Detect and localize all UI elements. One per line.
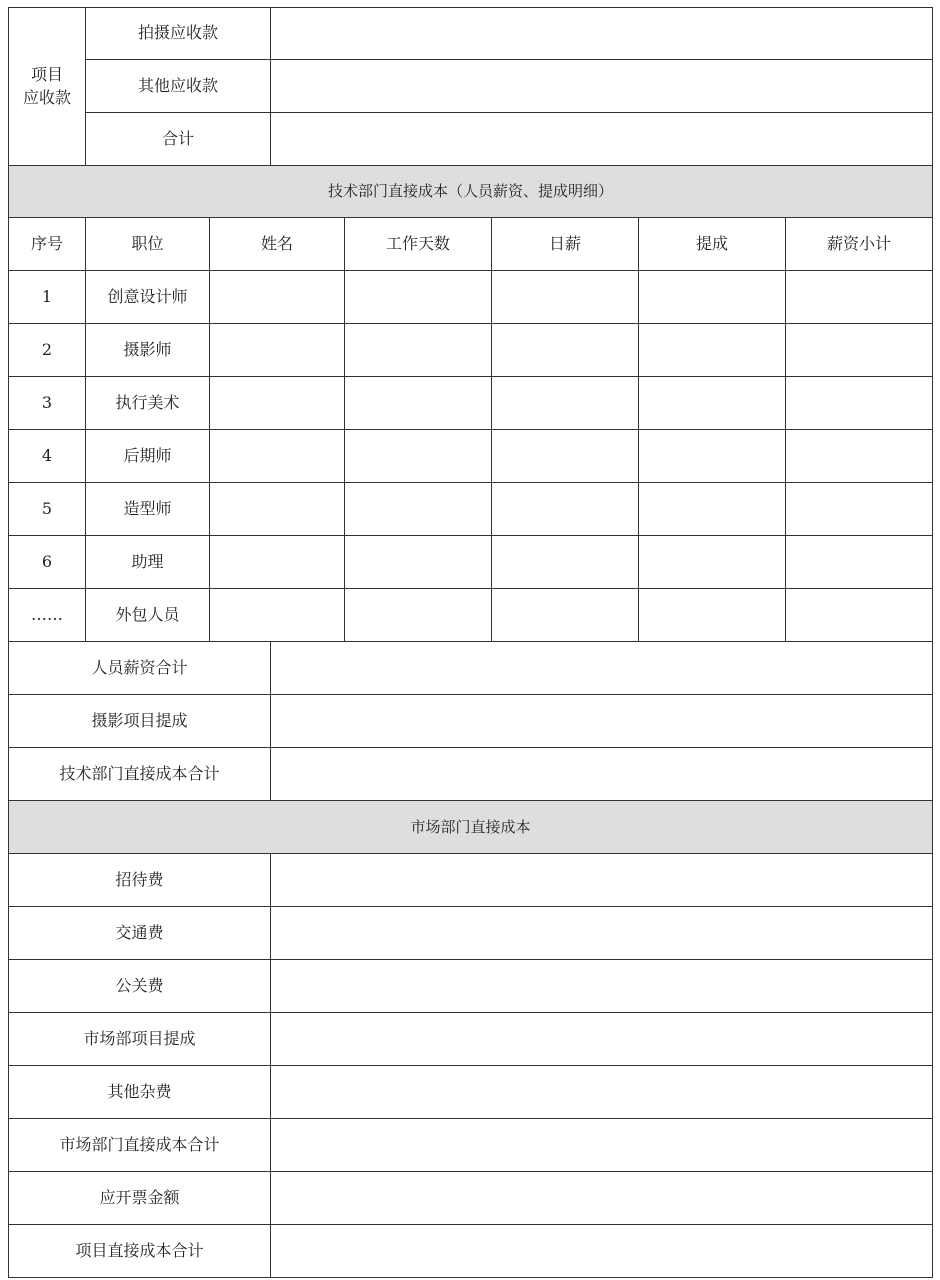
- daily-pay-cell[interactable]: [492, 589, 639, 642]
- market-label: 项目直接成本合计: [9, 1225, 271, 1278]
- commission-cell[interactable]: [639, 377, 786, 430]
- salary-subtotal-cell[interactable]: [786, 589, 933, 642]
- salary-subtotal-cell[interactable]: [786, 483, 933, 536]
- summary-label: 技术部门直接成本合计: [9, 748, 271, 801]
- salary-subtotal-cell[interactable]: [786, 271, 933, 324]
- work-days-cell[interactable]: [345, 430, 492, 483]
- receivable-group-label-line1: 项目: [30, 65, 63, 85]
- row-position: 后期师: [86, 430, 210, 483]
- name-cell[interactable]: [210, 483, 345, 536]
- market-label: 应开票金额: [9, 1172, 271, 1225]
- row-number: 5: [9, 483, 86, 536]
- commission-cell[interactable]: [639, 589, 786, 642]
- market-value-cell[interactable]: [271, 1013, 933, 1066]
- summary-row: [9, 748, 933, 801]
- name-cell[interactable]: [210, 536, 345, 589]
- market-label: 市场部门直接成本合计: [9, 1119, 271, 1172]
- salary-subtotal-cell[interactable]: [786, 324, 933, 377]
- table-row: [9, 271, 933, 324]
- market-value-cell[interactable]: [271, 960, 933, 1013]
- column-header: 工作天数: [345, 218, 492, 271]
- market-value-cell[interactable]: [271, 1225, 933, 1278]
- receivable-label: 其他应收款: [86, 60, 271, 113]
- column-header: 提成: [639, 218, 786, 271]
- receivable-value-cell[interactable]: [271, 8, 933, 60]
- summary-row: [9, 695, 933, 748]
- commission-cell[interactable]: [639, 483, 786, 536]
- receivable-label: 拍摄应收款: [86, 8, 271, 60]
- receivable-value-cell[interactable]: [271, 60, 933, 113]
- market-label: 交通费: [9, 907, 271, 960]
- tech-section-title: 技术部门直接成本（人员薪资、提成明细）: [9, 166, 933, 218]
- commission-cell[interactable]: [639, 536, 786, 589]
- name-cell[interactable]: [210, 377, 345, 430]
- work-days-cell[interactable]: [345, 483, 492, 536]
- section-header-row: [9, 166, 933, 218]
- summary-label: 摄影项目提成: [9, 695, 271, 748]
- receivable-value-cell[interactable]: [271, 113, 933, 166]
- market-value-cell[interactable]: [271, 907, 933, 960]
- row-number: 1: [9, 271, 86, 324]
- receivable-group-label: [9, 8, 86, 166]
- table-row: [9, 536, 933, 589]
- market-value-cell[interactable]: [271, 1172, 933, 1225]
- row-position: 造型师: [86, 483, 210, 536]
- table-row: [9, 589, 933, 642]
- row-number: 6: [9, 536, 86, 589]
- column-header: 薪资小计: [786, 218, 933, 271]
- section-header-row: [9, 801, 933, 854]
- market-row: [9, 1013, 933, 1066]
- row-position: 摄影师: [86, 324, 210, 377]
- receivable-label: 合计: [86, 113, 271, 166]
- work-days-cell[interactable]: [345, 271, 492, 324]
- work-days-cell[interactable]: [345, 589, 492, 642]
- row-number: 3: [9, 377, 86, 430]
- column-header: 姓名: [210, 218, 345, 271]
- market-row: [9, 1066, 933, 1119]
- market-value-cell[interactable]: [271, 1066, 933, 1119]
- salary-subtotal-cell[interactable]: [786, 377, 933, 430]
- row-position: 创意设计师: [86, 271, 210, 324]
- work-days-cell[interactable]: [345, 324, 492, 377]
- table-row: [9, 483, 933, 536]
- commission-cell[interactable]: [639, 324, 786, 377]
- daily-pay-cell[interactable]: [492, 271, 639, 324]
- row-position: 外包人员: [86, 589, 210, 642]
- receivable-group-label-line2: 应收款: [22, 87, 71, 107]
- market-row: [9, 1172, 933, 1225]
- summary-value-cell[interactable]: [271, 748, 933, 801]
- name-cell[interactable]: [210, 589, 345, 642]
- column-header: 序号: [9, 218, 86, 271]
- market-value-cell[interactable]: [271, 854, 933, 907]
- row-position: 助理: [86, 536, 210, 589]
- market-row: [9, 854, 933, 907]
- row-position: 执行美术: [86, 377, 210, 430]
- receivable-row: [9, 113, 933, 166]
- row-number: ……: [9, 589, 86, 642]
- salary-subtotal-cell[interactable]: [786, 430, 933, 483]
- table-row: [9, 430, 933, 483]
- market-row: [9, 907, 933, 960]
- market-value-cell[interactable]: [271, 1119, 933, 1172]
- daily-pay-cell[interactable]: [492, 483, 639, 536]
- market-label: 市场部项目提成: [9, 1013, 271, 1066]
- salary-subtotal-cell[interactable]: [786, 536, 933, 589]
- column-header-row: [9, 218, 933, 271]
- name-cell[interactable]: [210, 271, 345, 324]
- market-label: 公关费: [9, 960, 271, 1013]
- name-cell[interactable]: [210, 430, 345, 483]
- column-header: 日薪: [492, 218, 639, 271]
- row-number: 2: [9, 324, 86, 377]
- daily-pay-cell[interactable]: [492, 377, 639, 430]
- row-number: 4: [9, 430, 86, 483]
- market-label: 招待费: [9, 854, 271, 907]
- work-days-cell[interactable]: [345, 377, 492, 430]
- work-days-cell[interactable]: [345, 536, 492, 589]
- daily-pay-cell[interactable]: [492, 430, 639, 483]
- commission-cell[interactable]: [639, 271, 786, 324]
- market-label: 其他杂费: [9, 1066, 271, 1119]
- summary-value-cell[interactable]: [271, 695, 933, 748]
- summary-row: [9, 642, 933, 695]
- receivable-row: [9, 60, 933, 113]
- table-row: [9, 377, 933, 430]
- market-section-title: 市场部门直接成本: [9, 801, 933, 854]
- market-row: [9, 1225, 933, 1278]
- market-row: [9, 1119, 933, 1172]
- name-cell[interactable]: [210, 324, 345, 377]
- daily-pay-cell[interactable]: [492, 324, 639, 377]
- column-header: 职位: [86, 218, 210, 271]
- table-row: [9, 324, 933, 377]
- cost-form-table: [8, 7, 933, 1278]
- daily-pay-cell[interactable]: [492, 536, 639, 589]
- summary-label: 人员薪资合计: [9, 642, 271, 695]
- commission-cell[interactable]: [639, 430, 786, 483]
- receivable-row: [9, 8, 933, 60]
- market-row: [9, 960, 933, 1013]
- summary-value-cell[interactable]: [271, 642, 933, 695]
